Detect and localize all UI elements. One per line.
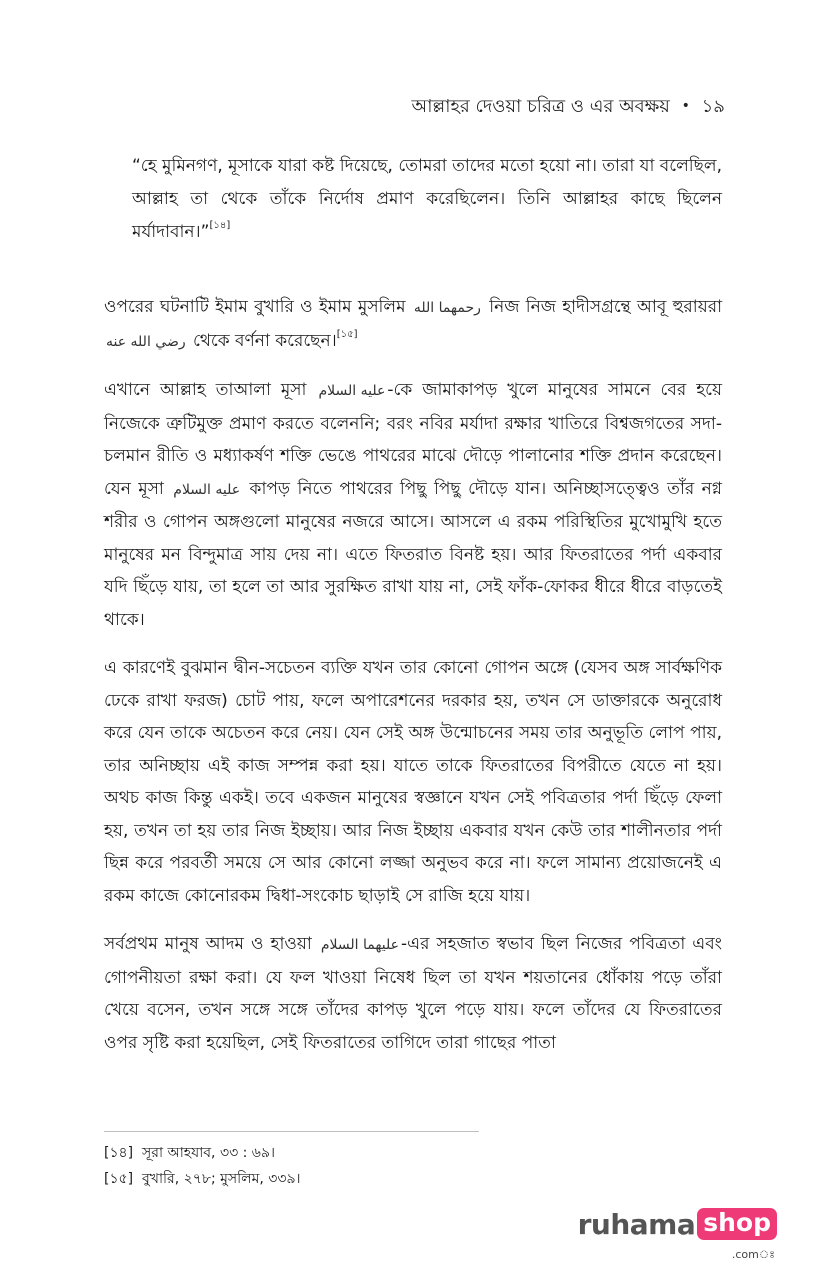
paragraph-2	[104, 374, 722, 636]
footnote-ref-15: [১৫]	[336, 328, 358, 340]
running-header	[411, 92, 725, 123]
paragraph-1-text-b: নিজ নিজ হাদীসগ্রন্থে আবূ হুরায়রা	[489, 297, 723, 317]
logo-shop-badge	[697, 1208, 777, 1261]
footnote-text: সূরা আহযাব, ৩৩ : ৬৯।	[142, 1145, 275, 1161]
footnote-mark: [১৫]	[104, 1171, 134, 1187]
paragraph-2-text-c: কাপড় নিতে পাথরের পিছু পিছু দৌড়ে যান। অনিচ্ছাসত্ত্বেও তাঁর নগ্ন শরীর ও গোপন অঙ্গগুলো মানুষের নজরে আসে। আসলে এ রকম পরিস্থিতির মুখোমুখি হতে মানুষের মন বিন্দুমাত্র সায় দেয় না। এতে ফিতরাত বিনষ্ট হয়। আর ফিতরাতের পর্দা একবার যদি ছিঁড়ে যায়, তা হলে তা আর সুরক্ষিত রাখা যায় না, সেই ফাঁক-ফোকর ধীরে ধীরে বাড়তেই থাকে।	[104, 478, 722, 630]
ruhamashop-logo	[577, 1208, 777, 1261]
logo-main-text: ruhama	[577, 1208, 696, 1241]
chapter-title: আল্লাহর দেওয়া চরিত্র ও এর অবক্ষয়	[411, 96, 670, 117]
footnote-14	[104, 1140, 722, 1166]
paragraph-1-text-a: ওপরের ঘটনাটি ইমাম বুখারি ও ইমাম মুসলিম	[104, 297, 406, 317]
footnotes	[104, 1140, 722, 1192]
footnote-mark: [১৪]	[104, 1145, 134, 1161]
honorific-alayhis-salam-icon: عليه السلام	[173, 481, 241, 498]
logo-domain-text: .comঃ	[731, 1248, 775, 1261]
paragraph-1-text-c: থেকে বর্ণনা করেছেন।	[193, 330, 337, 351]
footnote-15	[104, 1166, 722, 1192]
honorific-alayhis-salam-icon: عليه السلام	[318, 383, 386, 399]
honorific-rahimahumallah-icon: رحمهما الله	[413, 300, 481, 316]
quote-text: “হে মুমিনগণ, মূসাকে যারা কষ্ট দিয়েছে, তোমরা তাদের মতো হয়ো না। তারা যা বলেছিল, আল্লাহ তা থেকে তাঁকে নির্দোষ প্রমাণ করেছিলেন। তিনি আল্লাহর কাছে ছিলেন মর্যাদাবান।”	[132, 156, 722, 242]
paragraph-1	[104, 291, 722, 358]
header-bullet: •	[681, 98, 690, 114]
page-number: ১৯	[701, 96, 725, 117]
paragraph-4-text-a: সর্বপ্রথম মানুষ আদম ও হাওয়া	[104, 934, 312, 954]
honorific-radiallahu-anhu-icon: رضي الله عنه	[106, 333, 186, 350]
footnote-text: বুখারি, ২৭৮; মুসলিম, ৩৩৯।	[142, 1171, 301, 1187]
paragraph-2-text-b: -কে জামাকাপড় খুলে মানুষের সামনে বের হয়ে নিজেকে ত্রুটিমুক্ত প্রমাণ করতে বলেননি; বরং নবির মর্যাদা রক্ষার খাতিরে বিশ্বজগতের সদা-চলমান রীতি ও মধ্যাকর্ষণ শক্তি ভেঙে পাথরের মাঝে দৌড়ে পালানোর শক্তি প্রদান করেছেন। যেন মূসা	[104, 380, 723, 499]
footnote-divider	[104, 1131, 479, 1132]
logo-shop-text: shop	[703, 1208, 771, 1237]
honorific-alayhimas-salam-icon: عليهما السلام	[320, 937, 400, 953]
page-body	[104, 150, 722, 1059]
paragraph-2-text-a: এখানে আল্লাহ তাআলা মূসা	[104, 380, 307, 400]
quran-quote	[132, 150, 722, 249]
paragraph-4-text-b: -এর সহজাত স্বভাব ছিল নিজের পবিত্রতা এবং গোপনীয়তা রক্ষা করা। যে ফল খাওয়া নিষেধ ছিল তা যখন শয়তানের ধোঁকায় পড়ে তাঁরা খেয়ে বসেন, তখন সঙ্গে সঙ্গে তাঁদের কাপড় খুলে পড়ে যায়। ফলে তাঁদের যে ফিতরাতের ওপর সৃষ্টি করা হয়েছিল, সেই ফিতরাতের তাগিদে তারা গাছের পাতা	[104, 934, 722, 1053]
paragraph-4	[104, 928, 722, 1059]
paragraph-3: এ কারণেই বুঝমান দ্বীন-সচেতন ব্যক্তি যখন তার কোনো গোপন অঙ্গে (যেসব অঙ্গ সার্বক্ষণিক ঢেকে রাখা ফরজ) চোট পায়, ফলে অপারেশনের দরকার হয়, তখন সে ডাক্তারকে অনুরোধ করে যেন তাকে অচেতন করে নেয়। যেন সেই অঙ্গ উন্মোচনের সময় তার অনুভূতি লোপ পায়, তার অনিচ্ছায় এই কাজ সম্পন্ন করা হয়। যাতে তাকে ফিতরাতের বিপরীতে যেতে না হয়। অথচ কাজ কিন্তু একই। তবে একজন মানুষের স্বজ্ঞানে যখন সেই পবিত্রতার পর্দা ছিঁড়ে ফেলা হয়, তখন তা হয় তার নিজ ইচ্ছায়। আর নিজ ইচ্ছায় একবার যখন কেউ তার শালীনতার পর্দা ছিন্ন করে পরবর্তী সময়ে সে আর কোনো লজ্জা অনুভব করে না। ফলে সামান্য প্রয়োজনেই এ রকম কাজে কোনোরকম দ্বিধা-সংকোচ ছাড়াই সে রাজি হয়ে যায়।	[104, 658, 722, 906]
footnote-ref-14: [১৪]	[209, 220, 231, 232]
